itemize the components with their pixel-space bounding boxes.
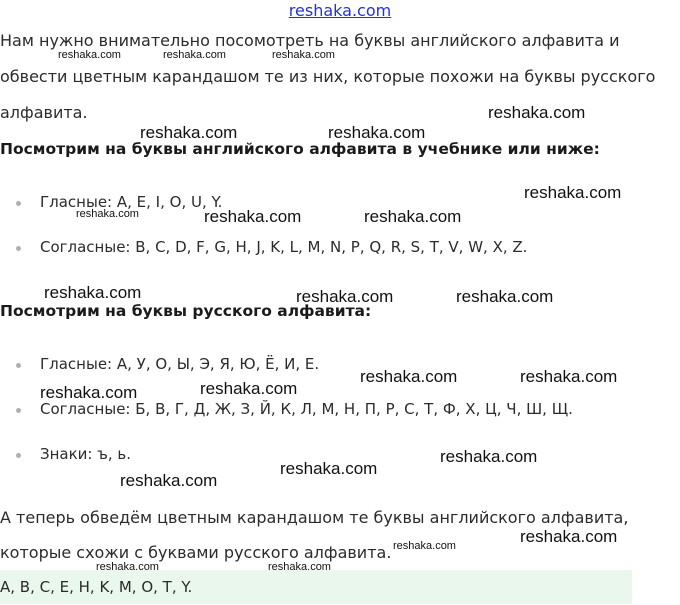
watermark: reshaka.com xyxy=(393,540,456,552)
watermark: reshaka.com xyxy=(520,527,618,546)
watermark: reshaka.com xyxy=(268,561,331,573)
intro-line-2: обвести цветным карандашом те из них, которые похожи на буквы русского xyxy=(0,67,656,86)
watermark: reshaka.com xyxy=(272,49,335,61)
watermark: reshaka.com xyxy=(520,367,618,386)
conclusion-line-2: которые схожи с буквами русского алфавита. xyxy=(0,543,392,562)
watermark: reshaka.com xyxy=(140,123,238,142)
bullet-icon xyxy=(16,363,21,368)
watermark: reshaka.com xyxy=(440,447,538,466)
watermark: reshaka.com xyxy=(456,287,554,306)
watermark: reshaka.com xyxy=(328,123,426,142)
watermark: reshaka.com xyxy=(120,471,218,490)
russian-signs-text: Знаки: ъ, ь. xyxy=(40,445,131,463)
watermark: reshaka.com xyxy=(200,379,298,398)
watermark: reshaka.com xyxy=(524,183,622,202)
bullet-icon xyxy=(16,453,21,458)
watermark: reshaka.com xyxy=(488,103,586,122)
site-link[interactable]: reshaka.com xyxy=(288,1,392,20)
watermark: reshaka.com xyxy=(96,561,159,573)
watermark: reshaka.com xyxy=(364,207,462,226)
watermark: reshaka.com xyxy=(76,208,139,220)
answer-text: A, B, C, E, H, K, M, O, T, Y. xyxy=(0,578,193,596)
conclusion-line-1: А теперь обведём цветным карандашом те буквы английского алфавита, xyxy=(0,508,629,527)
watermark: reshaka.com xyxy=(280,459,378,478)
watermark: reshaka.com xyxy=(163,49,226,61)
bullet-icon xyxy=(16,246,21,251)
bullet-icon xyxy=(16,408,21,413)
russian-consonants-text: Согласные: Б, В, Г, Д, Ж, З, Й, К, Л, М, Н, П, Р, С, Т, Ф, Х, Ц, Ч, Ш, Щ. xyxy=(40,400,573,418)
watermark: reshaka.com xyxy=(360,367,458,386)
english-vowels-text: Гласные: A, E, I, O, U, Y. xyxy=(40,193,223,211)
english-heading: Посмотрим на буквы английского алфавита в учебнике или ниже: xyxy=(0,140,600,158)
watermark: reshaka.com xyxy=(204,207,302,226)
intro-line-3: алфавита. xyxy=(0,103,88,122)
watermark: reshaka.com xyxy=(296,287,394,306)
english-consonants-text: Согласные: B, C, D, F, G, H, J, K, L, M, N, P, Q, R, S, T, V, W, X, Z. xyxy=(40,238,528,256)
intro-line-1: Нам нужно внимательно посомотреть на буквы английского алфавита и xyxy=(0,31,620,50)
bullet-icon xyxy=(16,201,21,206)
watermark: reshaka.com xyxy=(44,283,142,302)
answer-box xyxy=(0,570,632,604)
russian-heading: Посмотрим на буквы русского алфавита: xyxy=(0,302,372,320)
watermark: reshaka.com xyxy=(58,49,121,61)
watermark: reshaka.com xyxy=(40,383,138,402)
russian-vowels-text: Гласные: А, У, О, Ы, Э, Я, Ю, Ё, И, Е. xyxy=(40,355,320,373)
